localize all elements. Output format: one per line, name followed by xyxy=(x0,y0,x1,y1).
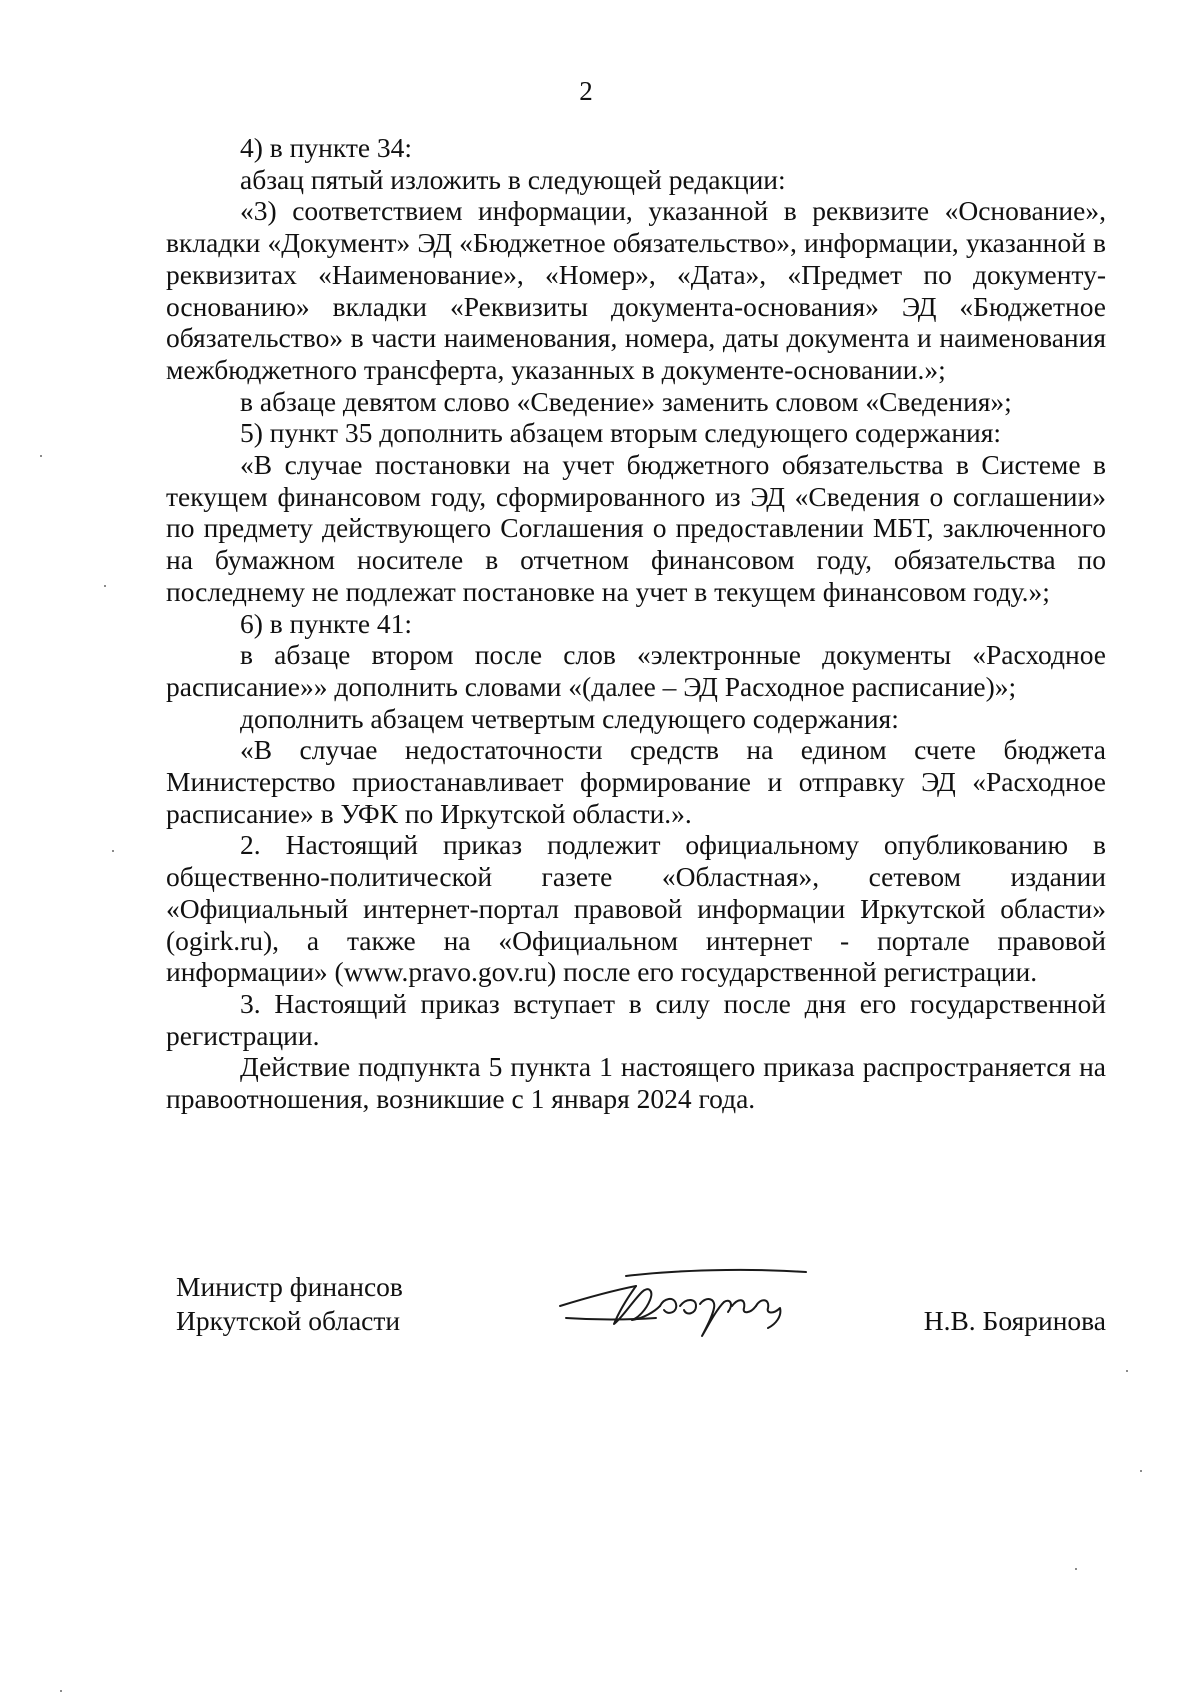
handwritten-signature xyxy=(556,1262,816,1342)
paragraph-effective-date: Действие подпункта 5 пункта 1 настоящего приказа распространяется на правоотношения, возникшие с 1 января 2024 года. xyxy=(166,1051,1106,1115)
paragraph-item-5: 5) пункт 35 дополнить абзацем вторым следующего содержания: xyxy=(240,417,1002,449)
scan-speck xyxy=(1126,1370,1128,1372)
paragraph-quote-budget-obligation: «В случае постановки на учет бюджетного обязательства в Системе в текущем финансовом году, сформированного из ЭД «Сведения о соглашении» по предмету действующего Соглашения о предоставлении МБТ, заключенного на бумажном носителе в отчетном финансовом году, обязательства по последнему не подлежат постановке на учет в текущем финансовом году.»; xyxy=(166,449,1106,607)
page-number: 2 xyxy=(579,76,593,106)
signatory-position-line-2: Иркутской области xyxy=(176,1305,401,1336)
paragraph-quote-insufficient-funds: «В случае недостаточности средств на едином счете бюджета Министерство приостанавливает формирование и отправку ЭД «Расходное расписание» в УФК по Иркутской области.». xyxy=(166,734,1106,829)
signatory-name: Н.В. Бояринова xyxy=(923,1305,1106,1336)
signature-block xyxy=(176,1270,1106,1360)
scan-speck xyxy=(1075,1568,1077,1570)
scan-speck xyxy=(104,585,106,587)
signatory-position-line-1: Министр финансов xyxy=(176,1271,403,1302)
paragraph-paragraph-five: абзац пятый изложить в следующей редакции: xyxy=(240,163,786,195)
scan-speck xyxy=(40,455,42,457)
scan-speck xyxy=(112,850,114,852)
paragraph-item-6: 6) в пункте 41: xyxy=(240,607,413,639)
document-body xyxy=(166,132,1106,1115)
signatory-position xyxy=(176,1270,403,1338)
paragraph-item-4: 4) в пункте 34: xyxy=(240,132,413,163)
paragraph-clause-3: 3. Настоящий приказ вступает в силу после дня его государственной регистрации. xyxy=(166,987,1106,1051)
paragraph-paragraph-two: в абзаце втором после слов «электронные документы «Расходное расписание»» дополнить словами «(далее – ЭД Расходное расписание)»; xyxy=(166,639,1106,702)
scan-speck xyxy=(1140,1470,1142,1472)
paragraph-clause-2: 2. Настоящий приказ подлежит официальному опубликованию в общественно-политической газете «Областная», сетевом издании «Официальный интернет-портал правовой информации Иркутской области» (ogirk.ru), а также на «Официальном интернет - портале правовой информации» (www.pravo.gov.ru) после его государственной регистрации. xyxy=(166,829,1106,988)
scan-speck xyxy=(60,1690,62,1692)
paragraph-quote-3: «3) соответствием информации, указанной в реквизите «Основание», вкладки «Документ» ЭД «Бюджетное обязательство», информации, указанной в реквизитах «Наименование», «Номер», «Дата», «Предмет по документу-основанию» вкладки «Реквизиты документа-основания» ЭД «Бюджетное обязательство» в части наименования, номера, даты документа и наименования межбюджетного трансферта, указанных в документе-основании.»; xyxy=(166,195,1106,385)
paragraph-paragraph-nine: в абзаце девятом слово «Сведение» заменить словом «Сведения»; xyxy=(240,385,1012,417)
paragraph-paragraph-four: дополнить абзацем четвертым следующего содержания: xyxy=(240,702,899,734)
